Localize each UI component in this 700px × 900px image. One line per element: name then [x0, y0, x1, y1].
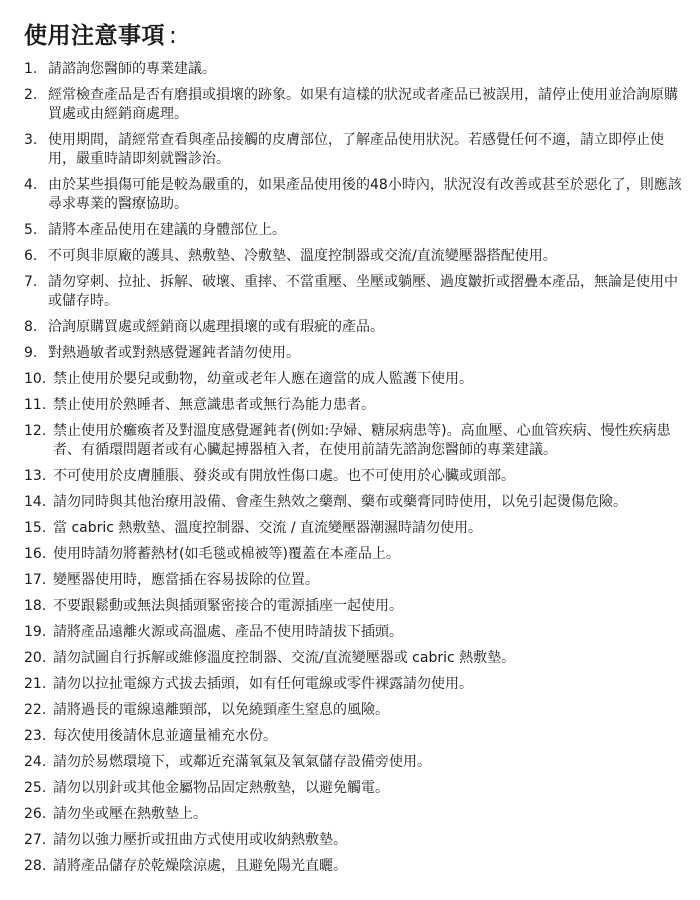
item-number: 19.: [24, 624, 47, 640]
item-text: 當 cabric 熱敷墊、溫度控制器、交流 / 直流變壓器潮濕時請勿使用。: [53, 520, 483, 536]
item-text: 不要跟鬆動或無法與插頭緊密接合的電源插座一起使用。: [53, 598, 403, 614]
list-item: [24, 370, 686, 389]
item-number: 14.: [24, 494, 47, 510]
item-number: 11.: [24, 397, 47, 413]
list-item: [24, 857, 686, 876]
item-text: 使用時請勿將蓄熱材(如毛毯或棉被等)覆蓋在本產品上。: [53, 546, 400, 562]
list-item: [24, 493, 686, 512]
item-text: 使用期間，請經常查看與產品接觸的皮膚部位，了解產品使用狀況。若感覺任何不適，請立即停止使用，嚴重時請即刻就醫診治。: [48, 132, 664, 167]
list-item: [24, 831, 686, 850]
item-number: 13.: [24, 468, 47, 484]
list-item: [24, 60, 686, 79]
list-item: [24, 623, 686, 642]
title-text: 使用注意事項: [24, 23, 165, 49]
item-text: 變壓器使用時，應當插在容易拔除的位置。: [53, 572, 319, 588]
item-number: 8.: [24, 319, 38, 335]
list-item: [24, 597, 686, 616]
item-text: 禁止使用於嬰兒或動物，幼童或老年人應在適當的成人監護下使用。: [53, 371, 473, 387]
list-item: [24, 131, 686, 169]
item-number: 3.: [24, 132, 38, 148]
item-text: 請將產品遠離火源或高溫處、產品不使用時請拔下插頭。: [53, 624, 403, 640]
item-text: 請勿以拉扯電線方式拔去插頭，如有任何電線或零件裸露請勿使用。: [53, 676, 473, 692]
item-number: 20.: [24, 650, 47, 666]
item-text: 請勿以別針或其他金屬物品固定熱敷墊，以避免觸電。: [53, 780, 389, 796]
item-text: 請將產品儲存於乾燥陰涼處，且避免陽光直曬。: [53, 858, 347, 874]
item-number: 28.: [24, 858, 47, 874]
item-number: 21.: [24, 676, 47, 692]
item-text: 請勿以強力壓折或扭曲方式使用或收納熱敷墊。: [53, 832, 347, 848]
item-text: 請勿於易燃環境下，或鄰近充滿氧氣及氧氣儲存設備旁使用。: [53, 754, 431, 770]
list-item: [24, 675, 686, 694]
list-item: [24, 273, 686, 311]
item-number: 27.: [24, 832, 47, 848]
item-number: 26.: [24, 806, 47, 822]
title-colon: :: [169, 23, 178, 49]
item-text: 請諮詢您醫師的專業建議。: [48, 61, 216, 77]
list-item: [24, 467, 686, 486]
item-number: 16.: [24, 546, 47, 562]
item-number: 5.: [24, 222, 38, 238]
list-item: [24, 545, 686, 564]
item-text: 禁止使用於熟睡者、無意識患者或無行為能力患者。: [53, 397, 375, 413]
list-item: [24, 176, 686, 214]
item-text: 由於某些損傷可能是較為嚴重的，如果產品使用後的48小時內，狀況沒有改善或甚至於惡化了，則應該尋求專業的醫療協助。: [48, 177, 682, 212]
list-item: [24, 247, 686, 266]
item-text: 不可使用於皮膚腫脹、發炎或有開放性傷口處。也不可使用於心臟或頭部。: [53, 468, 515, 484]
item-number: 1.: [24, 61, 38, 77]
list-item: [24, 86, 686, 124]
list-item: [24, 396, 686, 415]
list-item: [24, 701, 686, 720]
list-item: [24, 519, 686, 538]
item-text: 請勿試圖自行拆解或維修溫度控制器、交流/直流變壓器或 cabric 熱敷墊。: [53, 650, 516, 666]
list-item: [24, 571, 686, 590]
item-number: 23.: [24, 728, 47, 744]
notice-list: [24, 60, 686, 876]
item-number: 12.: [24, 423, 47, 439]
item-text: 請勿坐或壓在熱敷墊上。: [53, 806, 207, 822]
item-text: 對熱過敏者或對熱感覺遲鈍者請勿使用。: [48, 345, 300, 361]
item-text: 禁止使用於癱瘓者及對溫度感覺遲鈍者(例如:孕婦、糖尿病患等)。高血壓、心血管疾病、慢性疾病患者、有循環問題者或有心臟起搏器植入者，在使用前請先諮詢您醫師的專業建議。: [53, 423, 671, 458]
item-number: 10.: [24, 371, 47, 387]
item-number: 7.: [24, 274, 38, 290]
item-text: 請將本產品使用在建議的身體部位上。: [48, 222, 286, 238]
item-text: 每次使用後請休息並適量補充水份。: [53, 728, 277, 744]
item-text: 請將過長的電線遠離頸部，以免繞頸產生窒息的風險。: [53, 702, 389, 718]
page-title: [24, 20, 686, 52]
list-item: [24, 422, 686, 460]
item-text: 請勿穿刺、拉扯、拆解、破壞、重摔、不當重壓、坐壓或躺壓、過度皺折或摺疊本產品，無論是使用中或儲存時。: [48, 274, 678, 309]
list-item: [24, 649, 686, 668]
list-item: [24, 344, 686, 363]
item-text: 不可與非原廠的護具、熱敷墊、冷敷墊、溫度控制器或交流/直流變壓器搭配使用。: [48, 248, 557, 264]
item-number: 18.: [24, 598, 47, 614]
list-item: [24, 753, 686, 772]
item-number: 9.: [24, 345, 38, 361]
item-text: 請勿同時與其他治療用設備、會產生熱效之藥劑、藥布或藥膏同時使用，以免引起燙傷危險。: [53, 494, 627, 510]
item-number: 22.: [24, 702, 47, 718]
item-number: 24.: [24, 754, 47, 770]
item-text: 經常檢查產品是否有磨損或損壞的跡象。如果有這樣的狀況或者產品已被誤用，請停止使用並洽詢原購買處或由經銷商處理。: [48, 87, 678, 122]
list-item: [24, 318, 686, 337]
item-number: 4.: [24, 177, 38, 193]
item-number: 15.: [24, 520, 47, 536]
list-item: [24, 221, 686, 240]
item-text: 洽詢原購買處或經銷商以處理損壞的或有瑕疵的產品。: [48, 319, 384, 335]
item-number: 6.: [24, 248, 38, 264]
item-number: 17.: [24, 572, 47, 588]
item-number: 2.: [24, 87, 38, 103]
list-item: [24, 727, 686, 746]
list-item: [24, 805, 686, 824]
list-item: [24, 779, 686, 798]
item-number: 25.: [24, 780, 47, 796]
